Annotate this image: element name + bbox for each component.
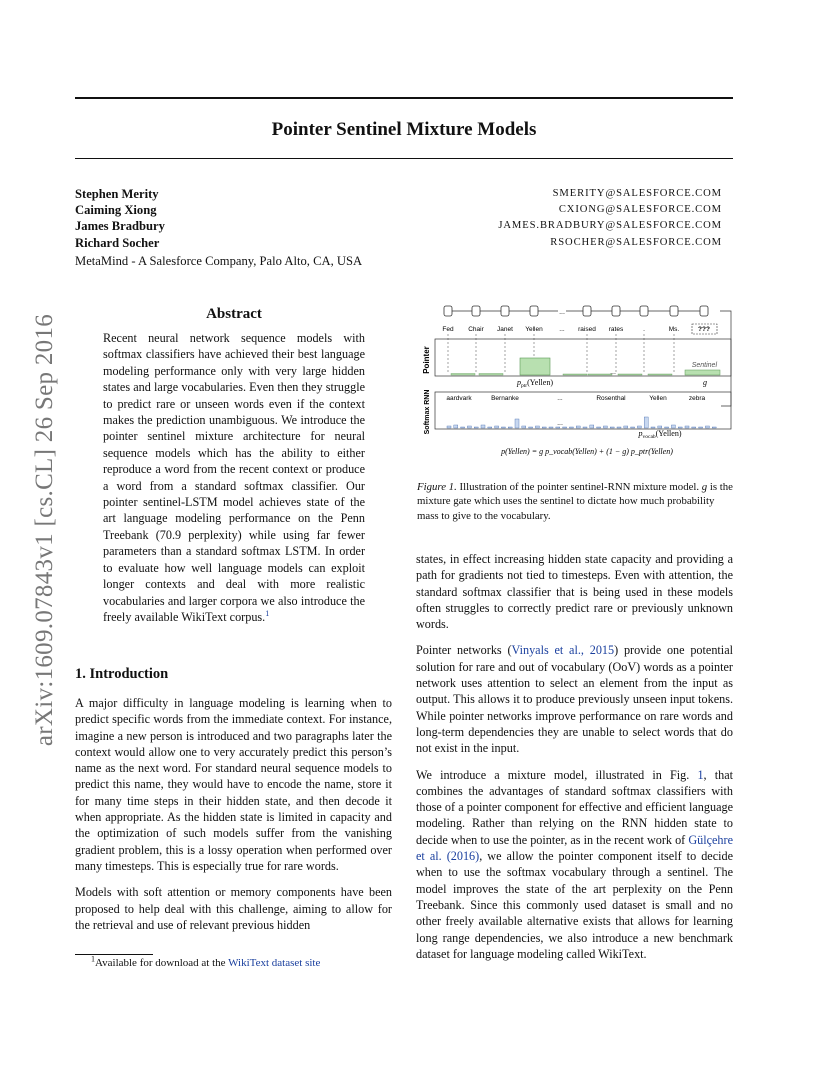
abstract-heading: Abstract: [206, 306, 262, 322]
figure-caption: [417, 480, 733, 523]
rnn-cell: [583, 306, 591, 316]
rnn-cell: [501, 306, 509, 316]
vocab-bar: [617, 427, 621, 428]
author-name: James Bradbury: [75, 219, 165, 234]
pointer-ellipsis: ...: [610, 369, 616, 376]
vocab-bar: [529, 427, 533, 428]
vocab-bar: [481, 425, 485, 428]
vocab-bar: [447, 426, 451, 428]
vocab-bar: [461, 427, 465, 428]
input-word: Janet: [497, 326, 513, 333]
paragraph: [416, 642, 733, 756]
abstract-text: classifiers have achieved their best language modeling performance only with very large hidden states and large vocabularies. Even then they struggle to predict rare or unseen words even if the context makes the prediction unambiguous. We introduce the pointer sentinel mixture architecture for neural sequence models which has the ability to either reproduce a word from the recent context or produce a word from a standard: [103, 347, 365, 493]
paragraph: [416, 767, 733, 963]
vocab-bar: [563, 427, 567, 428]
affiliation: MetaMind - A Salesforce Company, Palo Alto, CA, USA: [75, 254, 363, 268]
abstract-text: classifier. Our pointer sentinel-LSTM model achieves state of the art language modeling performance on the Penn Treebank (70.9 perplexity) while using far fewer parameters than a standard: [103, 478, 365, 559]
vocab-word-labels: [446, 395, 705, 402]
vocab-bar: [631, 427, 635, 428]
pointer-axis-label: Pointer: [422, 346, 431, 374]
paragraph-text: ) provide one potential solution for rare and out of vocabulary (OoV) words as a pointer network uses attention to select an element from the input as output. This allows it to produce previously unseen input tokens. While pointer networks improve performance on rare words and long-term dependencies they are unable to select words that do not exist in the input.: [416, 643, 733, 756]
vocab-bar: [644, 417, 648, 428]
softmax-term: softmax: [611, 783, 652, 798]
vocab-distribution-label: $p_{vocab}(Yellen)$: [638, 429, 682, 440]
vocab-bar: [515, 419, 519, 428]
vocab-bar: [495, 426, 499, 428]
pointer-bar: [563, 374, 587, 375]
rnn-cell: [640, 306, 648, 316]
input-word: ???: [698, 326, 710, 333]
vocab-bar: [692, 427, 696, 428]
input-word: ...: [559, 326, 565, 333]
vocab-bar: [678, 427, 682, 428]
vocab-ellipsis: ...: [557, 420, 563, 427]
author-email: CXIONG@SALESFORCE.COM: [558, 204, 722, 216]
vocab-bar: [610, 427, 614, 428]
pointer-bar: [618, 374, 642, 375]
pointer-bar: [588, 374, 612, 375]
author-name: Caiming Xiong: [75, 203, 157, 218]
paragraph: A major difficulty in language modeling is learning when to predict specific words from the immediate context. For instance, imagine a new person is introduced and two paragraphs later the context would allow one to very accurately predict this person’s name as the next word. For standard neural sequence models to predict this name, they would have to encode the name, store it for many time steps in their hidden state, and then decode it when appropriate. As the hidden state is limited in capacity and the optimization of such models suffer from the vanishing gradient problem, this is a lossy operation when performed over many timesteps. This is especially true for rare words.: [75, 696, 392, 873]
vocab-bar: [583, 427, 587, 428]
wikitext-link[interactable]: WikiText dataset site: [228, 957, 321, 969]
paragraph-text: , that combines the advantages of standard: [416, 767, 733, 798]
vocab-bar: [603, 426, 607, 428]
vocab-bar: [501, 427, 505, 428]
vocab-bar: [685, 426, 689, 428]
vocab-bar: [658, 426, 662, 428]
vocab-bar: [671, 425, 675, 428]
input-word: Ms.: [668, 326, 680, 333]
rnn-cell: [700, 306, 708, 316]
sentinel-bar: [685, 370, 720, 375]
vocab-bar: [522, 426, 526, 428]
vocab-bar: [508, 427, 512, 428]
author-name: Richard Socher: [75, 235, 160, 250]
paper-title: Pointer Sentinel Mixture Models: [271, 119, 537, 140]
input-word: raised: [578, 326, 596, 333]
rnn-cell: [612, 306, 620, 316]
footnote-rule: [75, 954, 153, 955]
email-list: [498, 186, 722, 251]
caption-text: is the mixture gate which uses the sentinel to dictate how much probability mass to give to the vocabulary.: [417, 481, 733, 522]
paragraph-text: , we allow the pointer component itself to decide when to use the: [416, 849, 733, 880]
footnote-marker[interactable]: 1: [265, 608, 270, 618]
vocab-bar: [665, 427, 669, 428]
softmax-term: softmax: [241, 544, 281, 559]
rnn-cell: [670, 306, 678, 316]
citation-link[interactable]: Gülçehre et al. (2016): [416, 832, 733, 864]
rnn-cell: [444, 306, 452, 316]
vocab-bar: [569, 427, 573, 428]
chain-ellipsis: ...: [559, 309, 565, 316]
figure-ref-link[interactable]: 1: [697, 767, 704, 782]
pointer-bar: [648, 374, 672, 375]
vocab-bar: [597, 427, 601, 428]
mixture-equation: p(Yellen) = g p_vocab(Yellen) + (1 − g) p_ptr(Yellen): [501, 447, 673, 456]
paragraph-text: classifier that is being used in these models often struggles to correctly predict rare or previously unknown words.: [416, 584, 733, 632]
right-column-body: [416, 551, 733, 972]
abstract-text: Recent neural network sequence models with: [103, 331, 365, 345]
vocab-word: Yellen: [649, 395, 667, 402]
paragraph-text: states, in effect increasing hidden state capacity and providing a path for gradients not tied to timesteps. Even with attention, the standard: [416, 552, 733, 599]
paragraph-text: We introduce a mixture model, illustrated in Fig.: [416, 767, 698, 782]
vocab-bar: [556, 427, 560, 428]
rnn-cell: [530, 306, 538, 316]
caption-text: Illustration of the pointer sentinel-RNN mixture model.: [456, 481, 702, 493]
softmax-term: softmax: [103, 347, 143, 362]
ptr-distribution-label: $p_{ptr}(Yellen)$: [517, 378, 553, 389]
vocab-bars: [447, 417, 716, 428]
vocab-word: ...: [557, 395, 563, 402]
vocab-bar: [474, 427, 478, 428]
vocab-bar: [454, 425, 458, 428]
title-rule-bottom: [75, 158, 733, 159]
rnn-chain: [444, 306, 717, 374]
left-column-body: [75, 695, 392, 943]
rnn-cell: [472, 306, 480, 316]
vocab-word: Rosenthal: [596, 395, 626, 402]
vocab-word: aardvark: [446, 395, 472, 402]
citation-link[interactable]: Vinyals et al., 2015: [511, 643, 615, 658]
section-heading-introduction: 1. Introduction: [75, 666, 169, 682]
author-list: [75, 186, 165, 251]
author-email: RSOCHER@SALESFORCE.COM: [550, 236, 722, 248]
paragraph: Models with soft attention or memory components have been proposed to help deal with this challenge, aiming to allow for the retrieval and use of relevant previous hidden: [75, 885, 392, 932]
input-word-labels: [442, 326, 710, 333]
arxiv-watermark: arXiv:1609.07843v1 [cs.CL] 26 Sep 2016: [31, 313, 58, 747]
author-name: Stephen Merity: [75, 187, 159, 201]
vocab-bar: [651, 427, 655, 428]
abstract-text: LSTM. In order to evaluate how well language models can exploit longer contexts and deal with more realistic vocabularies and larger corpora we also introduce the freely available WikiText corpus.: [103, 544, 366, 624]
vocab-word: Bernanke: [491, 395, 519, 402]
vocab-bar: [467, 426, 471, 428]
input-word: Chair: [468, 326, 484, 333]
input-word: rates: [608, 326, 624, 333]
pointer-bar: [479, 374, 503, 376]
vocab-bar: [549, 427, 553, 428]
vocab-bar: [705, 426, 709, 428]
caption-symbol: g: [701, 481, 708, 493]
abstract-body: [103, 330, 365, 625]
footnote-number: 1: [91, 954, 95, 964]
gate-label: g: [703, 378, 707, 387]
footnote: [91, 954, 321, 969]
vocab-bar: [699, 427, 703, 428]
pointer-bar-yellen: [520, 358, 550, 375]
vocab-bar: [624, 426, 628, 428]
softmax-panel: [435, 392, 731, 429]
footnote-text: Available for download at the: [95, 957, 229, 969]
input-word: .: [643, 326, 645, 333]
vocab-word: zebra: [688, 395, 706, 402]
pointer-bar: [451, 374, 475, 376]
paragraph-text: vocabulary through a sentinel. The model improves the state of the art perplexity on the Penn Treebank. Since this commonly used dataset is small and no other freely available alternative exists that allows for learning long range dependencies, we also introduce a new benchmark dataset for language modeling called WikiText.: [416, 865, 733, 961]
pointer-sentinel-diagram: [415, 300, 735, 465]
author-email: SMERITY@SALESFORCE.COM: [552, 188, 722, 199]
softmax-term: softmax: [506, 865, 547, 880]
softmax-term: softmax: [244, 478, 284, 493]
input-word: Yellen: [525, 326, 543, 333]
title-rule-top: [75, 97, 733, 99]
vocab-bar: [712, 427, 716, 428]
paragraph-text: classifiers with those of a pointer component for effective and efficient language modeling. Rather than relying on the RNN hidden state to decide when to use the pointer, as in the recent work of: [416, 783, 733, 847]
vocab-bar: [590, 425, 594, 428]
vocab-bar: [542, 427, 546, 428]
vocab-bar: [576, 426, 580, 428]
softmax-term: softmax: [462, 584, 502, 599]
caption-label: Figure 1.: [417, 481, 457, 493]
softmax-axis-label: Softmax RNN: [424, 389, 431, 435]
input-word: Fed: [442, 326, 454, 333]
vocab-bar: [488, 427, 492, 428]
sentinel-label: Sentinel: [691, 362, 717, 369]
paragraph-text: Pointer networks (: [416, 643, 512, 658]
paragraph: [416, 551, 733, 632]
vocab-bar: [637, 426, 641, 428]
author-email: JAMES.BRADBURY@SALESFORCE.COM: [498, 220, 722, 232]
vocab-bar: [535, 426, 539, 428]
